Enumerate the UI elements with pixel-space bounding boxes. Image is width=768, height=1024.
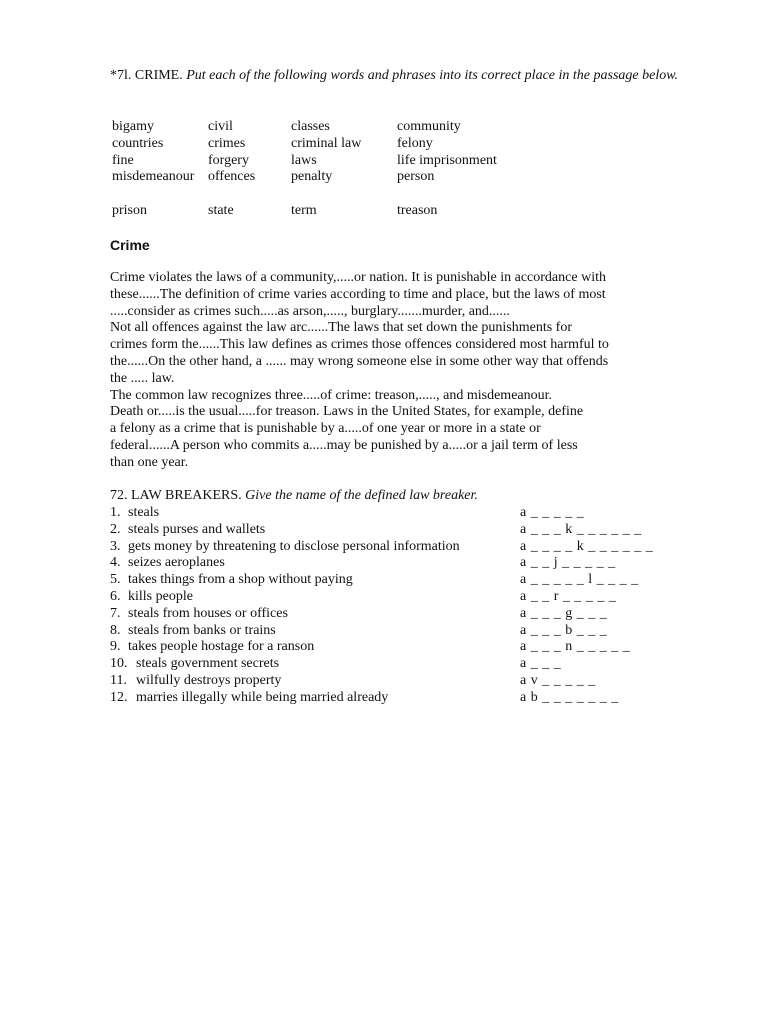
item-definition: steals from banks or trains [128,622,276,638]
item-definition: takes people hostage for a ranson [128,639,315,655]
passage-line: crimes form the......This law defines as crimes those offences considered most harmful to [110,337,609,353]
list-item [110,690,670,707]
item-definition: steals purses and wallets [128,521,266,537]
item-number: 3. [110,538,121,554]
word-bank-word: countries [112,135,164,151]
list-item [110,539,670,556]
list-item [110,639,670,656]
word-bank-word: civil [208,119,233,134]
passage-line: .....consider as crimes such.....as arson,....., burglary.......murder, and...... [110,303,510,319]
passage [110,270,670,472]
item-definition: steals government secrets [136,656,280,672]
word-bank-word: term [291,202,317,218]
word-bank-word: forgery [208,152,249,168]
word-bank-word: classes [291,119,330,134]
list-item [110,589,670,606]
passage-line: than one year. [110,454,189,470]
item-number: 1. [110,505,121,520]
word-bank-word: fine [112,152,134,168]
answer-blank: a _ _ _ _ _ [520,505,585,520]
exercise-71-instruction: Put each of the following words and phrases into its correct place in the passage below. [186,68,679,83]
item-number: 2. [110,521,121,537]
exercise-72-instruction: Give the name of the defined law breaker. [245,488,478,503]
list-item [110,656,670,673]
word-bank-word: life imprisonment [397,152,497,168]
item-number: 9. [110,639,121,655]
passage-line: The common law recognizes three.....of crime: treason,....., and misdemeanour. [110,387,553,403]
list-item [110,606,670,623]
item-definition: steals [128,505,160,520]
word-bank-word: penalty [291,169,333,185]
passage-line: federal......A person who commits a.....may be punished by a.....or a jail term of less [110,437,578,453]
word-bank-word: laws [291,152,317,168]
answer-blank: a _ _ _ k _ _ _ _ _ _ [520,521,642,537]
item-definition: takes things from a shop without paying [128,572,353,588]
word-bank-word: felony [397,135,433,151]
item-number: 4. [110,555,121,571]
exercise-71-heading [110,68,710,85]
item-number: 8. [110,622,121,638]
item-definition: steals from houses or offices [128,605,288,621]
law-breakers-list [110,505,670,707]
item-number: 6. [110,588,121,604]
word-bank-word: community [397,119,461,134]
item-number: 12. [110,689,128,705]
word-bank-word: offences [208,169,256,185]
list-item [110,505,670,522]
list-item [110,623,670,640]
exercise-71-number: *7l. CRIME. [110,68,183,83]
exercise-72-number: 72. LAW BREAKERS. [110,488,242,503]
passage-line: a felony as a crime that is punishable by a.....of one year or more in a state or [110,421,541,437]
answer-blank: a v _ _ _ _ _ [520,672,596,688]
passage-line: the ..... law. [110,370,175,386]
item-definition: wilfully destroys property [136,672,282,688]
word-bank-word: state [208,202,234,218]
word-bank-word: criminal law [291,135,362,151]
passage-line: these......The definition of crime varies according to time and place, but the laws of most [110,286,606,302]
passage-line: Not all offences against the law arc......The laws that set down the punishments for [110,320,573,336]
item-definition: seizes aeroplanes [128,555,225,571]
answer-blank: a _ _ j _ _ _ _ _ [520,555,616,571]
word-bank-word: treason [397,202,438,218]
list-item [110,572,670,589]
word-bank-word: misdemeanour [112,169,195,185]
answer-blank: a _ _ r _ _ _ _ _ [520,588,617,604]
word-bank-word: prison [112,202,147,218]
section-title: Crime [110,237,150,253]
passage-line: Crime violates the laws of a community,.....or nation. It is punishable in accordance with [110,270,606,285]
list-item [110,673,670,690]
list-item [110,522,670,539]
item-number: 10. [110,656,128,672]
item-definition: marries illegally while being married already [136,689,389,705]
answer-blank: a _ _ _ [520,656,562,672]
answer-blank: a b _ _ _ _ _ _ _ [520,689,619,705]
item-number: 7. [110,605,121,621]
answer-blank: a _ _ _ g _ _ _ [520,605,608,621]
word-bank-word: bigamy [112,119,154,134]
answer-blank: a _ _ _ b _ _ _ [520,622,608,638]
answer-blank: a _ _ _ _ k _ _ _ _ _ _ [520,538,654,554]
list-item [110,555,670,572]
item-number: 11. [110,672,127,688]
item-definition: gets money by threatening to disclose personal information [128,538,460,554]
exercise-72-heading [110,488,478,505]
word-bank-word: person [397,169,435,185]
passage-line: Death or.....is the usual.....for treason. Laws in the United States, for example, define [110,404,584,420]
word-bank-word: crimes [208,135,246,151]
item-number: 5. [110,572,121,588]
answer-blank: a _ _ _ n _ _ _ _ _ [520,639,631,655]
item-definition: kills people [128,588,193,604]
answer-blank: a _ _ _ _ _ l _ _ _ _ [520,572,639,588]
passage-line: the......On the other hand, a ...... may wrong someone else in some other way that offends [110,353,609,369]
